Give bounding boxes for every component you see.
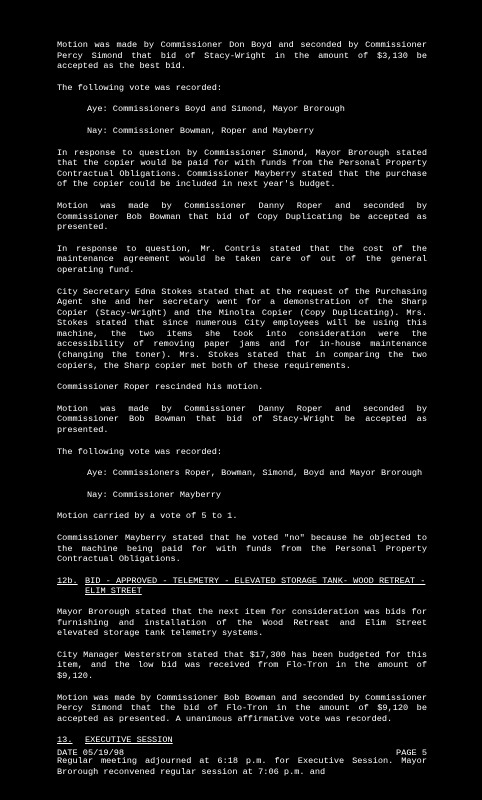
question-paragraph: In response to question by Commissioner Simond, Mayor Brorough stated that the copier would be paid for with funds from the Personal Property Contractual Obligations. Commissioner Mayberry stated that the purchase of the copier could be included in next year's budget. [57,147,427,190]
section-number: 12b. [57,575,78,586]
objection-paragraph: Commissioner Mayberry stated that he voted "no" because he objected to the machine being paid for with funds from the Personal Property Contractual Obligations. [57,533,427,565]
vote-intro: The following vote was recorded: [57,446,223,457]
section-title: BID - APPROVED - TELEMETRY - ELEVATED STORAGE TANK- WOOD RETREAT - ELIM STREET [85,575,426,597]
footer-page-number: PAGE 5 [396,748,427,758]
section-title: EXECUTIVE SESSION [85,735,173,746]
motion-paragraph: Motion was made by Commissioner Bob Bowman and seconded by Commissioner Percy Simond that the bid of Flo-Tron in the amount of $9,120 be accepted as presented. A unanimous affirmative vote was recorded. [57,692,427,724]
minutes-page [57,40,427,788]
section-number: 13. [57,735,73,746]
motion-paragraph: Motion was made by Commissioner Danny Roper and seconded by Commissioner Bob Bowman that bid of Copy Duplicating be accepted as presented. [57,200,427,233]
motion-paragraph: Motion was made by Commissioner Danny Roper and seconded by Commissioner Bob Bowman that bid of Stacy-Wright be accepted as presented. [57,403,427,436]
secretary-paragraph: City Secretary Edna Stokes stated that at the request of the Purchasing Agent she and her secretary went for a demonstration of the Sharp Copier (Stacy-Wright) and the Minolta Copier (Copy Duplicating). Mrs. Stokes stated that since numerous City employees will be using this machine, the two items she took into consideration were the accessibility of removing paper jams and for in-house maintenance (changing the toner). Mrs. Stokes stated that in comparing the two copiers, the Sharp copier met both of these requirements. [57,286,427,371]
adjourn-paragraph: Regular meeting adjourned at 6:18 p.m. for Executive Session. Mayor Brorough reconvened regular session at 7:06 p.m. and [57,755,427,777]
vote-intro: The following vote was recorded: [57,82,223,93]
bid-intro-paragraph: Mayor Brorough stated that the next item for consideration was bids for furnishing and installation of the Wood Retreat and Elim Street elevated storage tank telemetry systems. [57,606,427,639]
footer-date: DATE 05/19/98 [57,748,125,758]
page-footer [57,748,427,759]
vote-result: Motion carried by a vote of 5 to 1. [57,511,238,522]
vote-nay: Nay: Commissioner Bowman, Roper and Mayberry [87,125,314,136]
motion-paragraph: Motion was made by Commissioner Don Boyd and seconded by Commissioner Percy Simond that bid of Stacy-Wright in the amount of $3,130 be accepted as the best bid. [57,40,427,72]
response-paragraph: In response to question, Mr. Contris stated that the cost of the maintenance agreement would be taken care of out of the general operating fund. [57,243,427,275]
vote-nay: Nay: Commissioner Mayberry [87,489,222,500]
section-heading-13 [57,735,427,746]
rescind-paragraph: Commissioner Roper rescinded his motion. [57,382,264,393]
section-heading-12b [57,576,427,597]
vote-aye: Aye: Commissioners Roper, Bowman, Simond, Boyd and Mayor Brorough [87,468,423,479]
vote-aye: Aye: Commissioners Boyd and Simond, Mayor Brorough [87,104,345,115]
budget-paragraph: City Manager Westerstrom stated that $17,300 has been budgeted for this item, and the low bid was received from Flo-Tron in the amount of $9,120. [57,649,427,681]
